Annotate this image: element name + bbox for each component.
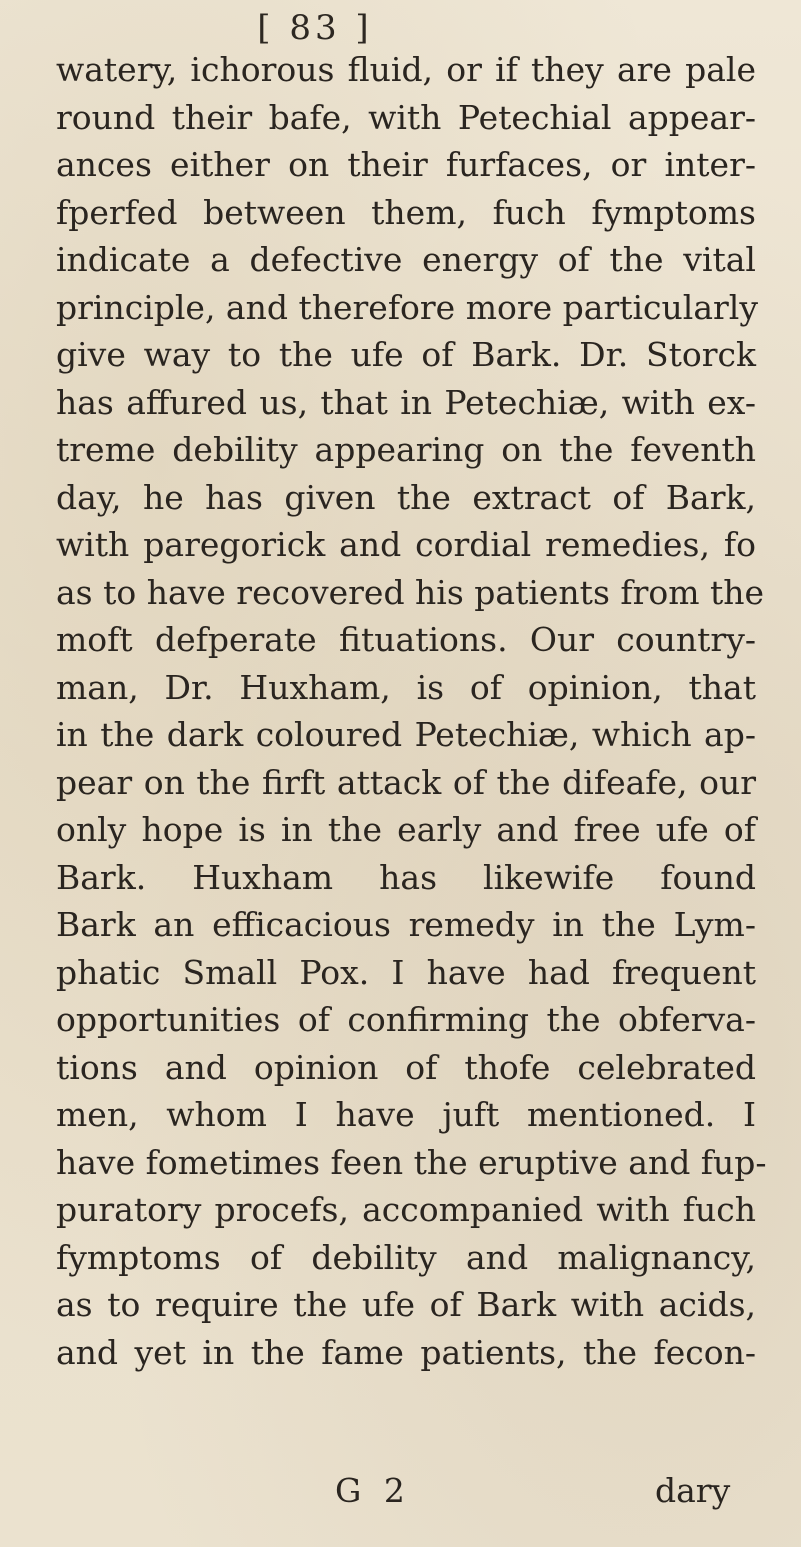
text-line: day, he has given the extract of Bark,	[56, 477, 756, 517]
text-line: moft defperate fituations. Our country-	[56, 620, 756, 659]
text-line: only hope is in the early and free ufe of	[56, 810, 756, 849]
text-line: have fometimes feen the eruptive and fup-	[56, 1142, 767, 1182]
signature-mark: G 2	[335, 1471, 411, 1510]
text-line: principle, and therefore more particularly	[56, 287, 758, 327]
text-line: man, Dr. Huxham, is of opinion, that	[56, 667, 756, 707]
text-line: men, whom I have juft mentioned. I	[56, 1095, 756, 1134]
text-line: pear on the firft attack of the difeafe, our	[56, 762, 756, 802]
text-line: puratory procefs, accompanied with fuch	[56, 1190, 756, 1229]
catchword: dary	[655, 1471, 731, 1510]
text-line: fperfed between them, fuch fymptoms	[56, 192, 756, 232]
text-line: ances either on their furfaces, or inter-	[56, 145, 756, 184]
text-line: treme debility appearing on the feventh	[56, 430, 756, 469]
page-footer	[0, 1468, 801, 1518]
text-line: in the dark coloured Petechiæ, which ap-	[56, 715, 756, 754]
body-text	[0, 47, 801, 1467]
text-line: indicate a defective energy of the vital	[56, 240, 756, 279]
text-line: with paregorick and cordial remedies, fo	[56, 525, 756, 564]
text-line: fymptoms of debility and malignancy,	[56, 1237, 756, 1277]
text-line: round their bafe, with Petechial appear-	[56, 97, 756, 137]
text-line: give way to the ufe of Bark. Dr. Storck	[56, 335, 756, 374]
text-line: Bark. Huxham has likewife found	[56, 857, 756, 897]
text-line: and yet in the fame patients, the fecon-	[56, 1332, 756, 1372]
text-line: Bark an efficacious remedy in the Lym-	[56, 905, 756, 944]
text-line: as to have recovered his patients from the	[56, 572, 765, 612]
page-number: [ 83 ]	[257, 8, 373, 48]
text-line: phatic Small Pox. I have had frequent	[56, 952, 756, 992]
text-line: tions and opinion of thofe celebrated	[56, 1047, 756, 1087]
text-line: opportunities of confirming the obferva-	[56, 1000, 756, 1039]
text-line: as to require the ufe of Bark with acids,	[56, 1285, 756, 1324]
text-line: watery, ichorous fluid, or if they are pale	[56, 50, 756, 89]
text-line: has affured us, that in Petechiæ, with ex-	[56, 382, 756, 422]
